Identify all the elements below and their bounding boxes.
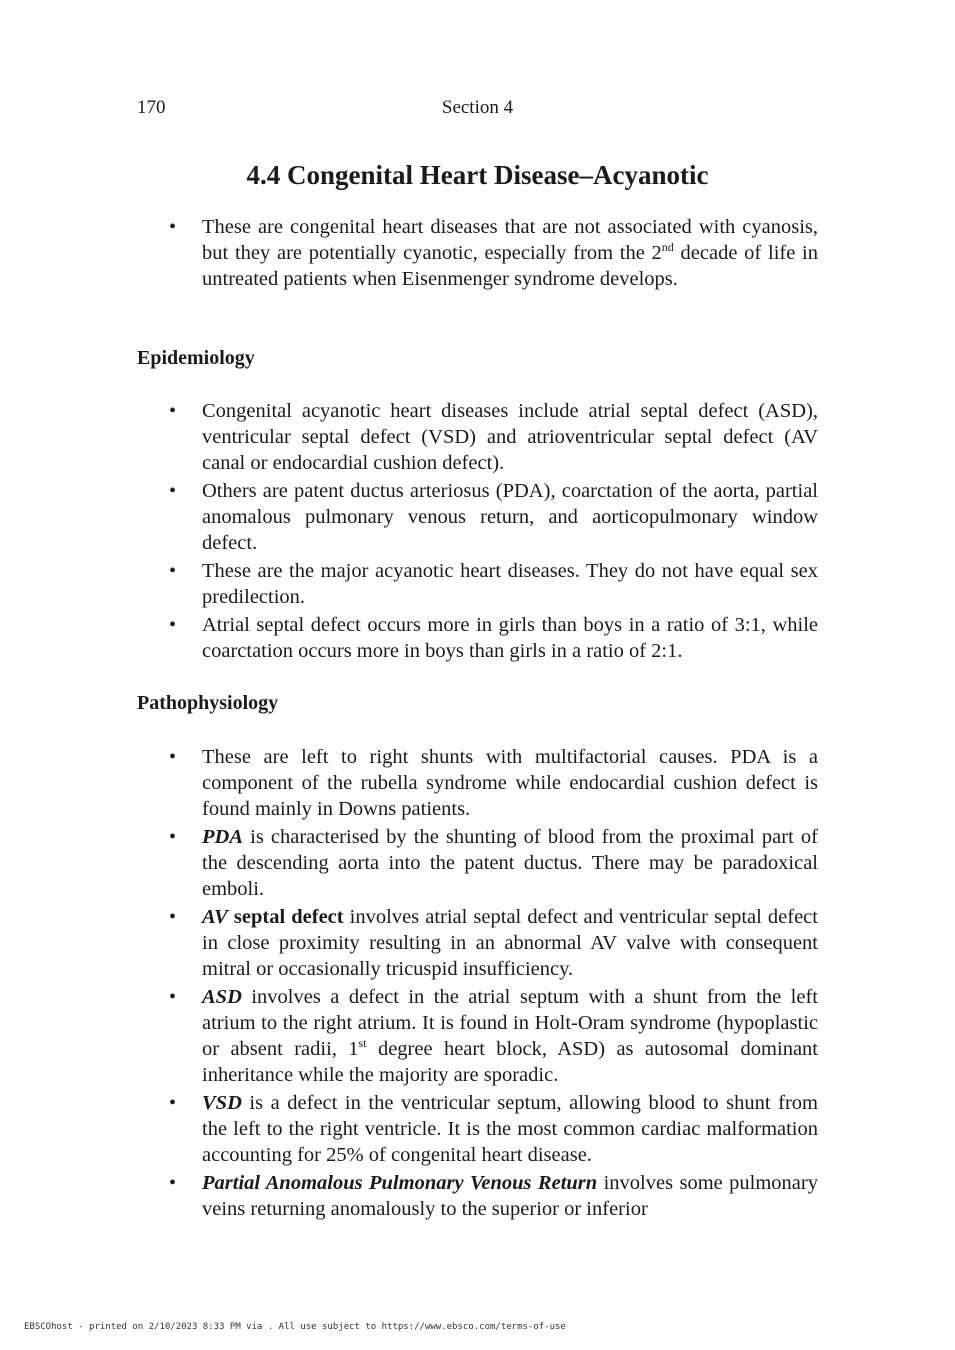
- epidemiology-list: [137, 398, 818, 666]
- list-item: [137, 984, 818, 1088]
- item-text: is characterised by the shunting of blood from the proximal part of the descending aorta into the patent ductus. There may be paradoxical emboli.: [202, 826, 818, 900]
- item-text: decade of life in untreated patients when Eisenmenger syndrome develops.: [202, 242, 818, 290]
- list-item: [137, 1090, 818, 1168]
- print-footer: EBSCOhost - printed on 2/10/2023 8:33 PM via . All use subject to https://www.ebsco.com/terms-of-use: [24, 1322, 566, 1332]
- list-item: [137, 214, 818, 292]
- item-text: degree heart block, ASD) as autosomal dominant inheritance while the majority are sporadic.: [202, 1038, 818, 1086]
- list-item: [137, 824, 818, 902]
- intro-list: [137, 214, 818, 294]
- list-item: [137, 904, 818, 982]
- list-item: • These are left to right shunts with multifactorial causes. PDA is a component of the rubella syndrome while endocardial cushion defect is found mainly in Downs patients.: [137, 744, 818, 822]
- list-item: • Atrial septal defect occurs more in girls than boys in a ratio of 3:1, while coarctation occurs more in boys than girls in a ratio of 2:1.: [137, 612, 818, 664]
- term-vsd: VSD: [202, 1092, 242, 1114]
- superscript: st: [358, 1036, 367, 1050]
- term-papvr: Partial Anomalous Pulmonary Venous Return: [202, 1172, 598, 1194]
- term-av: AV: [202, 906, 228, 928]
- term-asd: ASD: [202, 986, 242, 1008]
- list-item: • These are the major acyanotic heart diseases. They do not have equal sex predilection.: [137, 558, 818, 610]
- running-head: Section 4: [441, 97, 514, 118]
- list-item: [137, 1170, 818, 1222]
- list-item: • Others are patent ductus arteriosus (PDA), coarctation of the aorta, partial anomalous pulmonary venous return, and aorticopulmonary window defect.: [137, 478, 818, 556]
- item-text: involves a defect in the atrial septum with a shunt from the left atrium to the right atrium. It is found in Holt-Oram syndrome (hypoplastic or absent radii, 1: [202, 986, 818, 1060]
- superscript: nd: [661, 240, 674, 254]
- item-text: is a defect in the ventricular septum, allowing blood to shunt from the left to the right ventricle. It is the most common cardiac malformation accounting for 25% of congenital heart disease.: [202, 1092, 818, 1166]
- section-title: 4.4 Congenital Heart Disease–Acyanotic: [246, 160, 709, 190]
- list-item: • Congenital acyanotic heart diseases include atrial septal defect (ASD), ventricular septal defect (VSD) and atrioventricular septal defect (AV canal or endocardial cushion defect).: [137, 398, 818, 476]
- item-text: involves some pulmonary veins returning anomalously to the superior or inferior: [202, 1172, 818, 1220]
- item-text: These are congenital heart diseases that are not associated with cyanosis, but they are potentially cyanotic, especially from the 2: [202, 216, 818, 264]
- epidemiology-heading: Epidemiology: [137, 347, 255, 369]
- item-text: involves atrial septal defect and ventricular septal defect in close proximity resulting in an abnormal AV valve with consequent mitral or occasionally tricuspid insufficiency.: [202, 906, 818, 980]
- pathophysiology-heading: Pathophysiology: [137, 692, 279, 714]
- pathophysiology-list: [137, 744, 818, 1224]
- term-pda: PDA: [202, 826, 243, 848]
- term-septal-defect: septal defect: [227, 906, 344, 928]
- page-number: 170: [137, 97, 166, 118]
